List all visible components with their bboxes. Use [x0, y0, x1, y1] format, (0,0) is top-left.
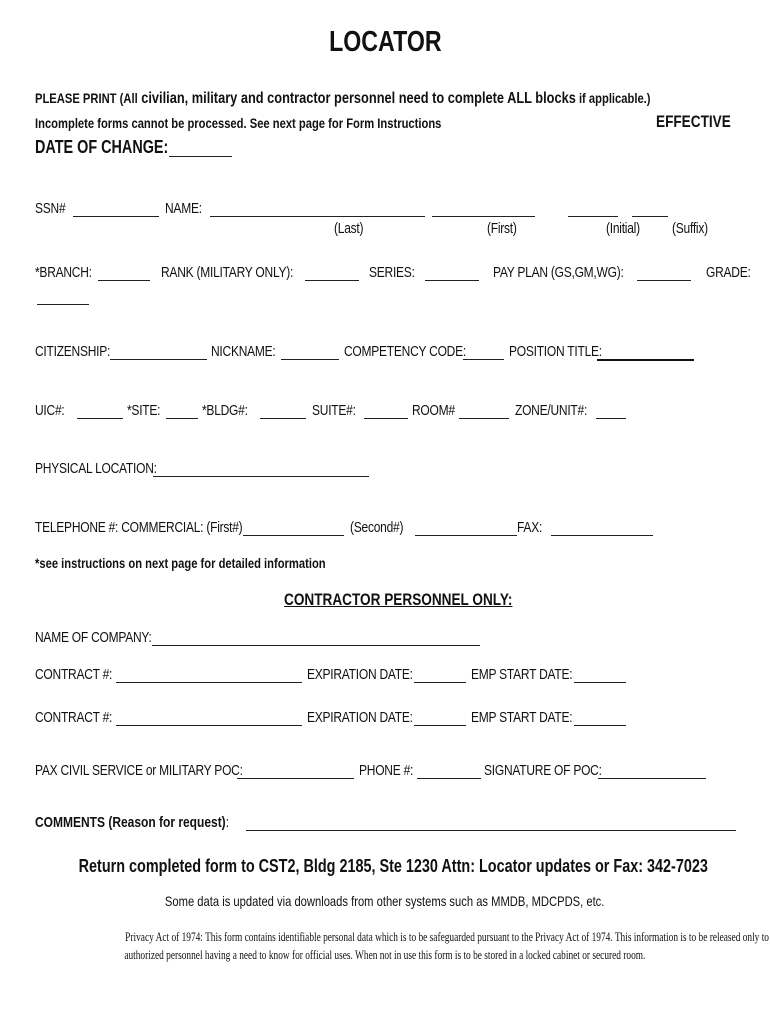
branch-label: *BRANCH:: [35, 264, 92, 281]
poc-field[interactable]: [237, 764, 354, 779]
zone-field[interactable]: [596, 404, 626, 419]
company-field[interactable]: [152, 631, 480, 646]
please-print: PLEASE PRINT (: [35, 90, 124, 106]
room-label: ROOM#: [412, 402, 455, 419]
ssn-field[interactable]: [73, 202, 159, 217]
emp-start-2-label: EMP START DATE:: [471, 709, 573, 726]
site-label-wrap: [127, 402, 169, 419]
expiration-2-field[interactable]: [414, 711, 466, 726]
nickname-label: NICKNAME:: [211, 343, 276, 360]
second-label-wrap: [350, 519, 417, 536]
zone-label: ZONE/UNIT#:: [515, 402, 588, 419]
citizenship-field[interactable]: [110, 345, 207, 360]
last-caption-wrap: [334, 220, 371, 237]
suffix-caption: (Suffix): [672, 220, 708, 237]
see-instructions-note: *see instructions on next page for detailed information: [35, 555, 326, 571]
commercial-first-field[interactable]: [243, 521, 344, 536]
some-data-note: Some data is updated via downloads from other systems such as MMDB, MDCPDS, etc.: [165, 893, 605, 909]
bldg-label: *BLDG#:: [202, 402, 248, 419]
branch-label-wrap: [35, 264, 106, 281]
contract-2-label: CONTRACT #:: [35, 709, 113, 726]
second-label: (Second#): [350, 519, 404, 536]
intro-line-1: [35, 90, 770, 108]
suite-label-wrap: [312, 402, 367, 419]
physical-location-label: PHYSICAL LOCATION:: [35, 460, 157, 477]
physical-location-field[interactable]: [153, 462, 369, 477]
emp-start-2-field[interactable]: [574, 711, 626, 726]
branch-field[interactable]: [98, 266, 150, 281]
first-name-field[interactable]: [432, 202, 535, 217]
privacy-line-1: Privacy Act of 1974: This form contains identifiable personal data which is to be safeguarded pursuant to the Privacy Act of 1974. This information is to be released only to: [125, 929, 769, 944]
contract-1-field[interactable]: [116, 668, 302, 683]
see-instructions-wrap: [35, 555, 398, 573]
series-field[interactable]: [425, 266, 479, 281]
phone-label: PHONE #:: [359, 762, 414, 779]
company-label: NAME OF COMPANY:: [35, 629, 152, 646]
room-field[interactable]: [459, 404, 509, 419]
last-name-field[interactable]: [210, 202, 425, 217]
effective-label: EFFECTIVE: [656, 112, 731, 131]
nickname-label-wrap: [211, 343, 292, 360]
signature-field[interactable]: [598, 764, 706, 779]
room-label-wrap: [412, 402, 466, 419]
expiration-2-label: EXPIRATION DATE:: [307, 709, 413, 726]
series-label-wrap: [369, 264, 426, 281]
site-label: *SITE:: [127, 402, 161, 419]
privacy-line-1-wrap: [0, 928, 770, 946]
return-note: Return completed form to CST2, Bldg 2185, Ste 1230 Attn: Locator updates or Fax: 342-7023: [78, 856, 708, 876]
bldg-field[interactable]: [260, 404, 306, 419]
initial-caption: (Initial): [606, 220, 640, 237]
effective-wrap: [656, 112, 750, 132]
rank-label-wrap: [161, 264, 326, 281]
name-label: NAME:: [165, 200, 202, 217]
grade-label-wrap: [706, 264, 762, 281]
last-caption: (Last): [334, 220, 364, 237]
zone-label-wrap: [515, 402, 605, 419]
ssn-label: SSN#: [35, 200, 66, 217]
poc-label: PAX CIVIL SERVICE or MILITARY POC:: [35, 762, 243, 779]
position-title-label: POSITION TITLE:: [509, 343, 602, 360]
intro-line-2: [35, 115, 543, 133]
name-label-wrap: [165, 200, 211, 217]
bldg-label-wrap: [202, 402, 259, 419]
privacy-line-2-wrap: [0, 946, 770, 964]
return-note-wrap: [0, 856, 770, 877]
series-label: SERIES:: [369, 264, 415, 281]
competency-label: COMPETENCY CODE:: [344, 343, 466, 360]
position-title-field[interactable]: [597, 345, 694, 361]
pay-plan-label-wrap: [493, 264, 656, 281]
suite-field[interactable]: [364, 404, 408, 419]
grade-field[interactable]: [37, 290, 89, 305]
all-word: All: [123, 90, 138, 106]
expiration-1-label: EXPIRATION DATE:: [307, 666, 413, 683]
privacy-line-2: authorized personnel having a need to know for official uses. When not in use this form is to be stored in a locked cabinet or secured room.: [124, 947, 646, 962]
uic-label: UIC#:: [35, 402, 65, 419]
intro-instructions: civilian, military and contractor personnel need to complete ALL blocks: [137, 90, 576, 107]
citizenship-label: CITIZENSHIP:: [35, 343, 111, 360]
emp-start-1-field[interactable]: [574, 668, 626, 683]
comments-label: COMMENTS (Reason for request): [35, 814, 226, 831]
if-applicable: if applicable.): [575, 90, 651, 106]
site-field[interactable]: [166, 404, 198, 419]
grade-label: GRADE:: [706, 264, 751, 281]
date-of-change-field[interactable]: [169, 142, 232, 157]
signature-label: SIGNATURE OF POC:: [484, 762, 602, 779]
ssn-row: [35, 200, 73, 217]
suffix-field[interactable]: [632, 202, 668, 217]
uic-label-wrap: [35, 402, 72, 419]
comments-colon: :: [225, 814, 230, 831]
rank-label: RANK (MILITARY ONLY):: [161, 264, 294, 281]
contractor-heading-wrap: [284, 590, 570, 610]
suite-label: SUITE#:: [312, 402, 356, 419]
fax-label-wrap: [517, 519, 548, 536]
expiration-1-field[interactable]: [414, 668, 466, 683]
pay-plan-field[interactable]: [637, 266, 691, 281]
uic-field[interactable]: [77, 404, 123, 419]
competency-field[interactable]: [463, 345, 504, 360]
fax-label: FAX:: [517, 519, 543, 536]
date-of-change-label: DATE OF CHANGE:: [35, 137, 169, 157]
initial-field[interactable]: [568, 202, 618, 217]
pay-plan-label: PAY PLAN (GS,GM,WG):: [493, 264, 624, 281]
emp-start-1-label: EMP START DATE:: [471, 666, 573, 683]
first-caption-wrap: [487, 220, 524, 237]
rank-field[interactable]: [305, 266, 359, 281]
suffix-caption-wrap: [672, 220, 717, 237]
comments-field[interactable]: [246, 816, 736, 831]
contract-2-field[interactable]: [116, 711, 302, 726]
fax-field[interactable]: [551, 521, 653, 536]
incomplete-note: Incomplete forms cannot be processed. See next page for Form Instructions: [35, 115, 442, 131]
contractor-heading: CONTRACTOR PERSONNEL ONLY:: [284, 590, 513, 609]
form-title: LOCATOR: [328, 26, 442, 58]
telephone-label: TELEPHONE #: COMMERCIAL: (First#): [35, 519, 243, 536]
phone-field[interactable]: [417, 764, 481, 779]
initial-caption-wrap: [606, 220, 648, 237]
contract-1-label: CONTRACT #:: [35, 666, 113, 683]
form-title-wrap: [0, 26, 770, 59]
commercial-second-field[interactable]: [415, 521, 517, 536]
nickname-field[interactable]: [281, 345, 339, 360]
comments-label-wrap: [35, 814, 278, 832]
first-caption: (First): [487, 220, 517, 237]
some-data-wrap: [0, 893, 770, 911]
